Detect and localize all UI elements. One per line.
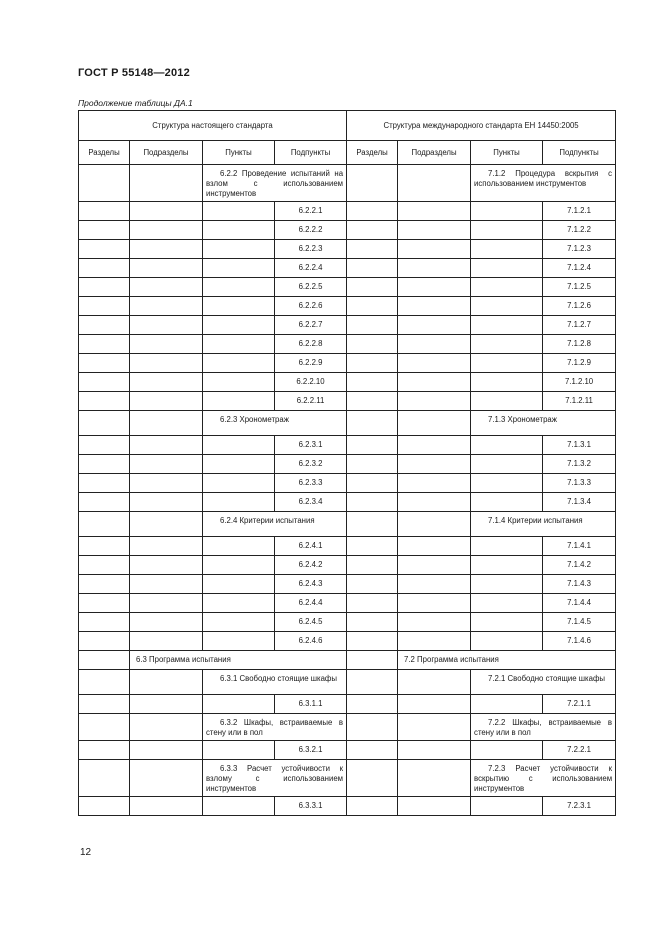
empty-cell [79,392,130,411]
subclause-cell: 6.2.2.1 [275,202,347,221]
empty-cell [130,797,203,816]
empty-cell [471,436,543,455]
empty-cell [203,797,275,816]
table-row [79,714,616,741]
empty-cell [471,335,543,354]
subclause-cell: 7.1.2.9 [543,354,616,373]
empty-cell [347,512,398,537]
empty-cell [130,373,203,392]
empty-cell [471,474,543,493]
empty-cell [79,760,130,797]
column-header: Подпункты [543,141,616,165]
empty-cell [130,354,203,373]
empty-cell [203,221,275,240]
empty-cell [347,714,398,741]
subclause-cell: 7.2.1.1 [543,695,616,714]
empty-cell [471,455,543,474]
empty-cell [471,240,543,259]
empty-cell [79,651,130,670]
table-row [79,760,616,797]
empty-cell [203,278,275,297]
empty-cell [79,797,130,816]
empty-cell [130,760,203,797]
empty-cell [398,259,471,278]
empty-cell [130,165,203,202]
empty-cell [398,741,471,760]
cell-text: 6.2.4 Критерии испытания [220,516,315,525]
group-header-international: Структура международного стандарта ЕН 14450:2005 [347,111,616,141]
empty-cell [130,493,203,512]
empty-cell [471,221,543,240]
empty-cell [79,741,130,760]
empty-cell [79,202,130,221]
column-header: Подразделы [398,141,471,165]
column-header: Пункты [471,141,543,165]
subclause-cell: 6.2.2.2 [275,221,347,240]
cell-text: 6.3.3 Расчет устойчивости к взлому с использованием инструментов [206,764,344,793]
empty-cell [203,695,275,714]
clause-cell [203,714,347,741]
empty-cell [79,259,130,278]
subclause-cell: 6.3.2.1 [275,741,347,760]
subclause-cell: 6.3.1.1 [275,695,347,714]
empty-cell [79,493,130,512]
group-header-national: Структура настоящего стандарта [79,111,347,141]
empty-cell [79,297,130,316]
table-row [79,537,616,556]
empty-cell [79,695,130,714]
empty-cell [130,670,203,695]
empty-cell [130,411,203,436]
table-row [79,259,616,278]
subclause-cell: 7.1.2.3 [543,240,616,259]
empty-cell [398,165,471,202]
cell-text: 6.2.3 Хронометраж [220,415,289,424]
empty-cell [347,316,398,335]
cell-text: 7.1.2 Процедура вскрытия с использованием инструментов [474,169,613,188]
empty-cell [79,613,130,632]
empty-cell [203,493,275,512]
empty-cell [79,335,130,354]
empty-cell [347,760,398,797]
empty-cell [130,278,203,297]
empty-cell [471,392,543,411]
empty-cell [79,221,130,240]
subclause-cell: 6.2.2.3 [275,240,347,259]
subclause-cell: 6.2.3.4 [275,493,347,512]
empty-cell [347,575,398,594]
empty-cell [130,297,203,316]
clause-cell [203,670,347,695]
empty-cell [203,741,275,760]
empty-cell [130,474,203,493]
correspondence-table [78,110,616,816]
empty-cell [471,632,543,651]
empty-cell [471,575,543,594]
empty-cell [471,797,543,816]
empty-cell [203,297,275,316]
subclause-cell: 7.1.2.2 [543,221,616,240]
subclause-cell: 7.1.2.6 [543,297,616,316]
empty-cell [79,373,130,392]
table-row [79,373,616,392]
table-row [79,695,616,714]
empty-cell [79,411,130,436]
empty-cell [203,202,275,221]
empty-cell [79,575,130,594]
subclause-cell: 6.2.2.9 [275,354,347,373]
empty-cell [203,392,275,411]
subclause-cell: 6.2.4.5 [275,613,347,632]
empty-cell [347,455,398,474]
table-row [79,556,616,575]
table-row [79,297,616,316]
subclause-cell: 6.2.4.4 [275,594,347,613]
empty-cell [203,240,275,259]
empty-cell [79,316,130,335]
table-row [79,221,616,240]
empty-cell [79,512,130,537]
table-row [79,512,616,537]
empty-cell [347,297,398,316]
empty-cell [130,392,203,411]
table-row [79,316,616,335]
empty-cell [79,474,130,493]
subclause-cell: 6.3.3.1 [275,797,347,816]
empty-cell [79,537,130,556]
empty-cell [79,165,130,202]
empty-cell [203,556,275,575]
empty-cell [130,512,203,537]
subclause-cell: 6.2.4.2 [275,556,347,575]
subclause-cell: 6.2.3.3 [275,474,347,493]
clause-cell [471,714,616,741]
empty-cell [130,575,203,594]
empty-cell [203,354,275,373]
cell-text: 7.1.4 Критерии испытания [488,516,583,525]
table-row [79,436,616,455]
empty-cell [203,455,275,474]
clause-cell [471,512,616,537]
empty-cell [347,354,398,373]
empty-cell [203,316,275,335]
empty-cell [471,594,543,613]
subclause-cell: 6.2.2.6 [275,297,347,316]
subclause-cell: 6.2.2.8 [275,335,347,354]
empty-cell [347,259,398,278]
column-header: Подпункты [275,141,347,165]
clause-cell [471,411,616,436]
subclause-cell: 6.2.2.10 [275,373,347,392]
column-header: Разделы [347,141,398,165]
subclause-cell: 7.1.2.5 [543,278,616,297]
subclause-cell: 6.2.4.1 [275,537,347,556]
empty-cell [79,455,130,474]
empty-cell [471,493,543,512]
empty-cell [347,613,398,632]
subclause-cell: 6.2.2.5 [275,278,347,297]
standard-code: ГОСТ Р 55148—2012 [78,67,190,79]
subclause-cell: 7.1.3.3 [543,474,616,493]
empty-cell [347,436,398,455]
empty-cell [130,594,203,613]
empty-cell [130,537,203,556]
clause-cell [203,411,347,436]
empty-cell [130,259,203,278]
empty-cell [79,670,130,695]
empty-cell [203,632,275,651]
empty-cell [398,575,471,594]
empty-cell [471,354,543,373]
table-row [79,278,616,297]
empty-cell [347,474,398,493]
cell-text: 7.1.3 Хронометраж [488,415,557,424]
empty-cell [398,436,471,455]
empty-cell [347,632,398,651]
empty-cell [203,613,275,632]
empty-cell [79,278,130,297]
empty-cell [130,613,203,632]
empty-cell [347,373,398,392]
empty-cell [398,493,471,512]
empty-cell [79,714,130,741]
table-row [79,354,616,373]
table-row [79,651,616,670]
subclause-cell: 7.2.2.1 [543,741,616,760]
empty-cell [347,594,398,613]
empty-cell [347,278,398,297]
subclause-cell: 6.2.3.2 [275,455,347,474]
empty-cell [471,316,543,335]
empty-cell [130,221,203,240]
clause-cell [471,670,616,695]
subclause-cell: 7.1.4.1 [543,537,616,556]
empty-cell [398,594,471,613]
empty-cell [130,455,203,474]
subclause-cell: 6.2.2.7 [275,316,347,335]
empty-cell [203,474,275,493]
table-row [79,165,616,202]
empty-cell [398,316,471,335]
subclause-cell: 7.1.2.1 [543,202,616,221]
subclause-cell: 6.2.4.3 [275,575,347,594]
empty-cell [471,373,543,392]
empty-cell [398,278,471,297]
empty-cell [398,297,471,316]
empty-cell [471,556,543,575]
empty-cell [398,240,471,259]
cell-text: 7.2.1 Свободно стоящие шкафы [488,674,605,683]
empty-cell [347,556,398,575]
empty-cell [398,202,471,221]
subclause-cell: 7.1.4.5 [543,613,616,632]
empty-cell [347,797,398,816]
subclause-cell: 7.1.2.10 [543,373,616,392]
table-row [79,240,616,259]
empty-cell [471,537,543,556]
empty-cell [347,695,398,714]
table-row [79,594,616,613]
empty-cell [130,335,203,354]
empty-cell [79,594,130,613]
empty-cell [130,436,203,455]
empty-cell [471,613,543,632]
empty-cell [398,670,471,695]
table-row [79,455,616,474]
empty-cell [398,714,471,741]
empty-cell [398,335,471,354]
table-row [79,632,616,651]
empty-cell [347,335,398,354]
table-body [79,165,616,816]
subclause-cell: 7.1.2.11 [543,392,616,411]
empty-cell [398,392,471,411]
empty-cell [79,556,130,575]
subclause-cell: 6.2.4.6 [275,632,347,651]
subclause-cell: 7.1.3.1 [543,436,616,455]
subclause-cell: 6.2.3.1 [275,436,347,455]
cell-text: 7.2.2 Шкафы, встраиваемые в стену или в пол [474,718,613,737]
empty-cell [347,392,398,411]
column-header: Разделы [79,141,130,165]
table-row [79,411,616,436]
subclause-cell: 7.1.4.3 [543,575,616,594]
subclause-cell: 7.1.3.4 [543,493,616,512]
empty-cell [203,436,275,455]
empty-cell [347,493,398,512]
table-row [79,797,616,816]
empty-cell [471,297,543,316]
subclause-cell: 6.2.2.4 [275,259,347,278]
table-row [79,335,616,354]
subclause-cell: 7.1.4.4 [543,594,616,613]
empty-cell [79,240,130,259]
clause-cell [471,165,616,202]
subclause-cell: 7.1.3.2 [543,455,616,474]
empty-cell [398,613,471,632]
empty-cell [398,474,471,493]
subclause-cell: 7.1.2.7 [543,316,616,335]
empty-cell [398,373,471,392]
empty-cell [203,575,275,594]
empty-cell [398,556,471,575]
subclause-cell: 6.2.2.11 [275,392,347,411]
empty-cell [347,165,398,202]
empty-cell [130,240,203,259]
table-row [79,575,616,594]
empty-cell [347,741,398,760]
empty-cell [130,316,203,335]
empty-cell [79,632,130,651]
empty-cell [398,760,471,797]
empty-cell [347,651,398,670]
table-row [79,474,616,493]
cell-text: 6.2.2 Проведение испытаний на взлом с использованием инструментов [206,169,344,198]
empty-cell [130,741,203,760]
subclause-cell: 7.1.4.6 [543,632,616,651]
table-row [79,741,616,760]
subclause-cell: 7.1.2.8 [543,335,616,354]
table-row [79,493,616,512]
empty-cell [79,354,130,373]
empty-cell [347,240,398,259]
empty-cell [130,202,203,221]
empty-cell [471,202,543,221]
empty-cell [130,714,203,741]
empty-cell [398,221,471,240]
clause-cell [471,760,616,797]
empty-cell [398,411,471,436]
empty-cell [398,537,471,556]
subclause-cell: 7.2.3.1 [543,797,616,816]
empty-cell [203,594,275,613]
clause-cell [203,760,347,797]
column-header: Подразделы [130,141,203,165]
empty-cell [130,695,203,714]
empty-cell [398,354,471,373]
empty-cell [130,556,203,575]
empty-cell [398,695,471,714]
empty-cell [398,632,471,651]
subsection-cell: 7.2 Программа испытания [398,651,616,670]
table-row [79,670,616,695]
page-number: 12 [80,847,92,858]
empty-cell [471,278,543,297]
empty-cell [398,797,471,816]
empty-cell [203,373,275,392]
empty-cell [79,436,130,455]
empty-cell [347,202,398,221]
column-header: Пункты [203,141,275,165]
empty-cell [398,512,471,537]
cell-text: 7.2.3 Расчет устойчивости к вскрытию с использованием инструментов [474,764,613,793]
table-continuation-caption: Продолжение таблицы ДА.1 [78,98,193,108]
empty-cell [471,695,543,714]
empty-cell [203,537,275,556]
empty-cell [471,741,543,760]
empty-cell [130,632,203,651]
empty-cell [471,259,543,278]
empty-cell [347,221,398,240]
empty-cell [347,411,398,436]
cell-text: 6.3.2 Шкафы, встраиваемые в стену или в пол [206,718,344,737]
table-row [79,202,616,221]
empty-cell [398,455,471,474]
table-row [79,392,616,411]
clause-cell [203,165,347,202]
empty-cell [203,335,275,354]
empty-cell [347,670,398,695]
cell-text: 6.3.1 Свободно стоящие шкафы [220,674,337,683]
clause-cell [203,512,347,537]
subclause-cell: 7.1.4.2 [543,556,616,575]
empty-cell [203,259,275,278]
subclause-cell: 7.1.2.4 [543,259,616,278]
subsection-cell: 6.3 Программа испытания [130,651,347,670]
empty-cell [347,537,398,556]
table-row [79,613,616,632]
